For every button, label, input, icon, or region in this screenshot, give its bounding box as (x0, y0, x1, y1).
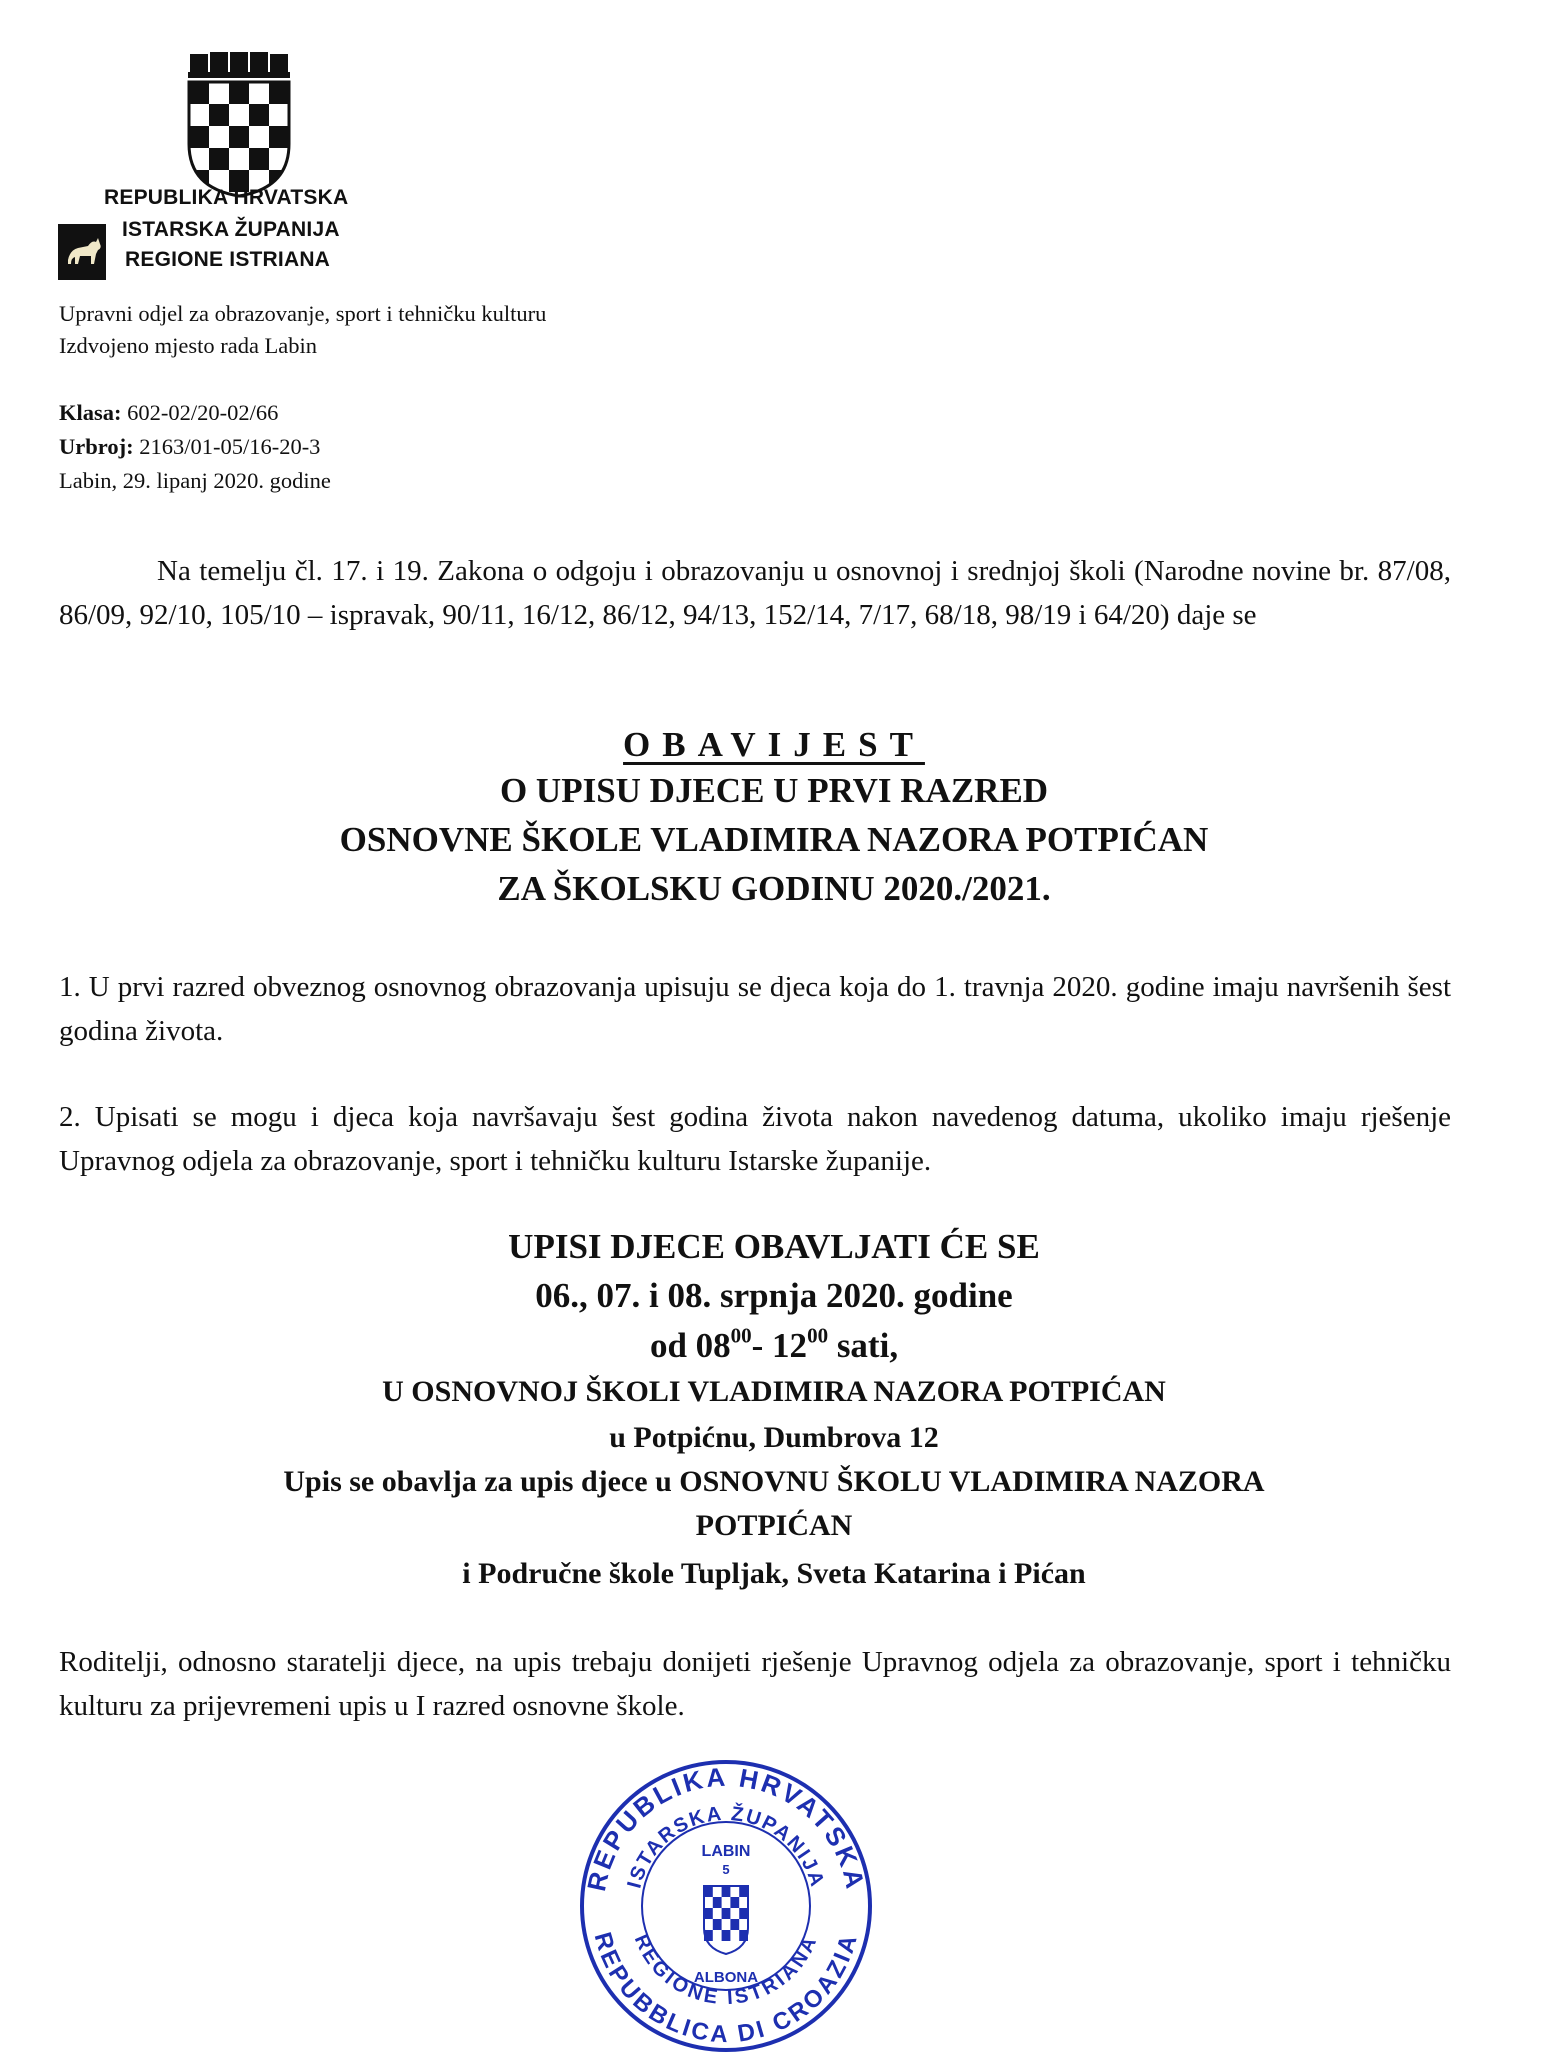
stamp-inner-bottom: REGIONE ISTRIANA (629, 1931, 823, 2010)
closing-paragraph (59, 1640, 1451, 1728)
schedule-scope-2: POTPIĆAN (695, 1509, 853, 1542)
schedule-scope-3: i Područne škole Tupljak, Sveta Katarina i Pićan (462, 1557, 1086, 1590)
urbroj-value: 2163/01-05/16-20-3 (139, 434, 321, 459)
schedule-time (0, 1323, 1548, 1366)
department-name: Upravni odjel za obrazovanje, sport i tehničku kulturu (59, 301, 547, 326)
time-suffix: sati, (828, 1326, 899, 1365)
time-start-sup: 00 (730, 1323, 752, 1348)
point-2-text: 2. Upisati se mogu i djeca koja navršavaju šest godina života nakon navedenog datuma, ukoliko imaju rješenje Upravnog odjela za obrazovanje, sport i tehničku kulturu Istarske županije. (59, 1101, 1451, 1177)
time-mid: - 12 (751, 1326, 808, 1365)
notice-subtitle-3: ZA ŠKOLSKU GODINU 2020./2021. (497, 869, 1051, 908)
notice-subtitle-2: OSNOVNE ŠKOLE VLADIMIRA NAZORA POTPIĆAN (339, 820, 1209, 859)
schedule-scope-1: Upis se obavlja za upis djece u OSNOVNU ŠKOLU VLADIMIRA NAZORA (283, 1465, 1265, 1498)
intro-text: Na temelju čl. 17. i 19. Zakona o odgoju i obrazovanju u osnovnoj i srednjoj školi (Narodne novine br. 87/08, 86/09, 92/10, 105/10 – ispravak, 90/11, 16/12, 86/12, 94/13, 152/14, 7/17, 68/18, 98/19 i 64/20) daje se (59, 555, 1451, 631)
office-name: Izdvojeno mjesto rada Labin (59, 333, 318, 358)
schedule-heading: UPISI DJECE OBAVLJATI ĆE SE (508, 1227, 1040, 1266)
time-prefix: od 08 (649, 1326, 731, 1365)
notice-title (0, 725, 1548, 765)
stamp-coat-of-arms-icon (704, 1886, 748, 1954)
klasa-value: 602-02/20-02/66 (127, 400, 279, 425)
point-1-text: 1. U prvi razred obveznog osnovnog obrazovanja upisuju se djeca koja do 1. travnja 2020. godine imaju navršenih šest godina života. (59, 971, 1451, 1047)
stamp-outer-top: REPUBLIKA HRVATSKA (581, 1761, 871, 1894)
intro-paragraph (59, 549, 1451, 637)
schedule-dates: 06., 07. i 08. srpnja 2020. godine (535, 1276, 1013, 1315)
point-1 (59, 965, 1451, 1053)
croatia-coat-of-arms-icon (184, 52, 294, 198)
urbroj-label: Urbroj: (59, 434, 134, 459)
schedule-location: U OSNOVNOJ ŠKOLI VLADIMIRA NAZORA POTPIĆAN (382, 1375, 1166, 1408)
place-date: Labin, 29. lipanj 2020. godine (59, 468, 331, 493)
notice-subtitle-1: O UPISU DJECE U PRVI RAZRED (499, 771, 1049, 810)
klasa-line (59, 400, 278, 426)
stamp-inner-top: ISTARSKA ŽUPANIJA (623, 1802, 829, 1891)
point-2 (59, 1095, 1451, 1183)
schedule-address: u Potpićnu, Dumbrova 12 (609, 1421, 939, 1454)
stamp-number: 5 (722, 1862, 730, 1877)
county-name: ISTARSKA ŽUPANIJA (122, 218, 340, 241)
klasa-label: Klasa: (59, 400, 122, 425)
stamp-city: LABIN (701, 1843, 751, 1860)
stamp-outer-bottom: REPUBBLICA DI CROAZIA (588, 1929, 864, 2049)
republic-name: REPUBLIKA HRVATSKA (104, 186, 349, 209)
time-end-sup: 00 (807, 1323, 829, 1348)
closing-text: Roditelji, odnosno staratelji djece, na upis trebaju donijeti rješenje Upravnog odjela za obrazovanje, sport i tehničku kulturu za prijevremeni upis u I razred osnovne škole. (59, 1646, 1451, 1722)
istria-goat-emblem-icon (58, 224, 106, 280)
notice-title-word: OBAVIJEST (623, 725, 925, 764)
urbroj-line (59, 434, 320, 460)
stamp-city-bottom: ALBONA (693, 1969, 759, 1986)
official-stamp (576, 1758, 876, 2055)
region-name: REGIONE ISTRIANA (125, 248, 331, 271)
